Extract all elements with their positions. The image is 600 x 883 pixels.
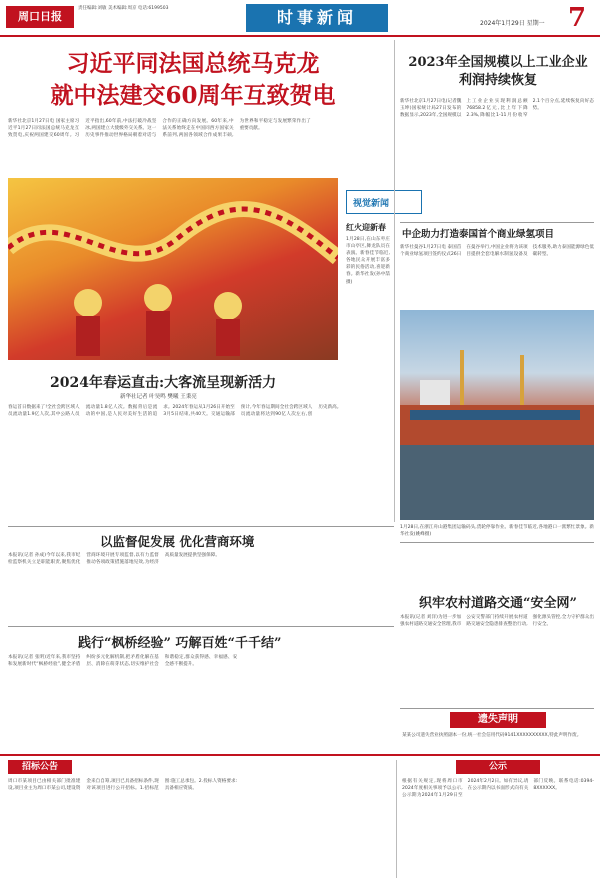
spring-travel-body: 春运首日数据来了!全社会跨区域人员流动量1.9亿人次,其中公路人员流动量1.8亿人次。数据背后是流动的中国,是人民对美好生活的追求。2024年春运从1月26日开始至3月5日结束,共40天。交通运输部预计,今年春运期间全社会跨区域人员流动量将达到90亿人次左右,创历史新高。 — [8, 405, 342, 418]
lead-headline-line1: 习近平同法国总统马克龙 — [66, 50, 320, 77]
lead-headline — [28, 48, 358, 112]
column-divider — [394, 40, 395, 522]
tender-body: 周口市某项目已由相关部门批准建设,项目业主为周口市某公司,建设资金来自自筹,项目已具备招标条件,现对该项目进行公开招标。1.招标范围:施工总承包。2.投标人资格要求:具备相应资质。 — [8, 779, 238, 792]
photo-caption-body: 1月28日,在山东枣庄市山亭区,舞龙队员在表演。新春佳节临近,各地民众开展丰富多彩的民俗活动,喜迎新春。新华社发(孙中喆摄) — [346, 237, 390, 285]
notice-body: 根据有关规定,现将周口市2024年度相关事项予以公示,公示期为2024年1月29日至2024年2月2日。如有异议,请在公示期内以书面形式向有关部门反映。联系电话:0394-8XXXXXX。 — [402, 779, 594, 799]
rural-road-body: 本报讯(记者 刘洋)为进一步加强农村道路交通安全管理,我市公安交警部门持续开展农村道路交通安全隐患排查整治行动,强化源头管控,全力守护群众出行安全。 — [400, 615, 594, 628]
issue-date: 2024年1月29日 星期一 — [480, 20, 545, 27]
lead-headline-line2: 就中法建交60周年互致贺电 — [50, 82, 336, 109]
divider — [8, 526, 394, 527]
lost-notice-body: 某某公司遗失营业执照副本一份,统一社会信用代码9141XXXXXXXXXX,特此声明作废。 — [402, 733, 582, 738]
visual-news-label: 视觉新闻 — [353, 199, 390, 209]
divider — [400, 708, 594, 709]
page-number: 7 — [568, 3, 587, 33]
photo-caption-title: 红火迎新春 — [346, 222, 386, 232]
port-ship-photo — [400, 310, 594, 520]
dragon-dance-photo — [8, 178, 338, 360]
industry-body: 新华社北京1月27日电(记者魏玉坤)国家统计局27日发布的数据显示,2023年,全国规模以上工业企业实现利润总额76858.2亿元,比上年下降2.3%,降幅比1-11月份收窄2.1个百分点,延续恢复向好态势。 — [400, 99, 594, 119]
section-title: 时事新闻 — [246, 4, 388, 32]
edition-info: 责任编辑:刘敏 美术编辑:周京 电话:6199503 — [78, 6, 169, 11]
supervision-body: 本报讯(记者 孙成)今年以来,我市纪检监察机关立足职能职责,聚焦优化营商环境开展专项监督,以有力监督推动各项政策措施落地见效,为经济高质量发展提供坚强保障。 — [8, 553, 220, 566]
divider — [400, 542, 594, 543]
ship-photo-caption: 1月28日,在浙江舟山港集团运输码头,货轮停靠作业。新春佳节临近,各地港口一派繁忙景象。新华社发(姚峰摄) — [400, 525, 594, 538]
lead-body: 新华社北京1月27日电 国家主席习近平1月27日同法国总统马克龙互致贺电,庆祝两国建交60周年。习近平指出,60年前,中法打破冷战坚冰,两国建立大使级外交关系。这一历史事件推动世界格局朝着对话与合作的正确方向发展。60年来,中法关系始终走在中国同西方国家关系前列,两国各领域合作成果丰硕,为世界和平稳定与发展繁荣作出了重要贡献。 — [8, 119, 311, 139]
supervision-headline: 以监督促发展 优化营商环境 — [100, 534, 255, 549]
newspaper-logo: 周口日报 — [6, 6, 74, 28]
column-divider — [396, 760, 397, 878]
lost-notice-title: 遗失声明 — [450, 712, 546, 728]
divider — [8, 626, 394, 627]
fengqiao-headline: 践行“枫桥经验” 巧解百姓“千千结” — [78, 636, 282, 651]
spring-travel-byline: 新华社记者 叶昊鸣 樊曦 王秉亮 — [120, 394, 197, 400]
spring-travel-headline: 2024年春运直击:大客流呈现新活力 — [50, 375, 277, 391]
industry-headline: 2023年全国规模以上工业企业利润持续恢复 — [408, 55, 588, 88]
ship-illustration — [400, 310, 594, 520]
fengqiao-body: 本报讯(记者 张明)近年来,我市坚持和发展新时代“枫桥经验”,健全矛盾纠纷多元化解机制,把矛盾化解在基层、消除在萌芽状态,切实维护社会和谐稳定,群众获得感、幸福感、安全感不断提升。 — [8, 655, 238, 668]
dragon-illustration — [8, 178, 338, 360]
notice-title: 公示 — [456, 760, 540, 774]
masthead — [0, 0, 600, 34]
green-project-headline: 中企助力打造泰国首个商业绿氢项目 — [402, 229, 555, 240]
rural-road-headline: 织牢农村道路交通“安全网” — [419, 596, 577, 611]
masthead-rule — [0, 35, 600, 37]
tender-title: 招标公告 — [8, 760, 72, 774]
ad-rule — [0, 754, 600, 756]
divider — [400, 222, 594, 223]
green-project-body: 新华社曼谷1月27日电 泰国首个商业绿氢项目签约仪式26日在曼谷举行,中国企业将为该项目提供全套电解水制氢设备及技术服务,助力泰国能源绿色低碳转型。 — [400, 245, 594, 258]
